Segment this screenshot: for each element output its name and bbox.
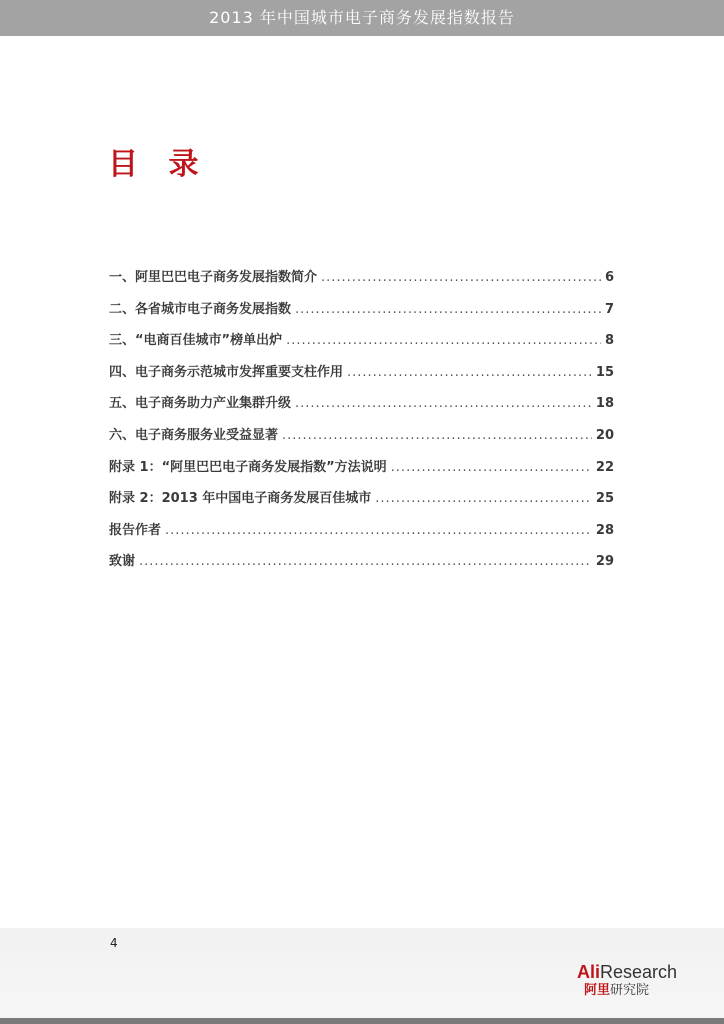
toc-entry-acknowledgements[interactable]	[109, 550, 614, 582]
toc-dot-leader	[165, 519, 592, 543]
toc-entry-title: 报告作者	[109, 522, 162, 538]
logo-ali-text: Ali	[577, 962, 601, 982]
toc-entry-4[interactable]	[109, 361, 614, 393]
logo-chinese-wordmark	[584, 982, 649, 1000]
logo-wordmark	[577, 962, 677, 982]
toc-dot-leader	[347, 361, 592, 385]
toc-entry-page: 20	[595, 427, 614, 443]
toc-entry-authors[interactable]	[109, 519, 614, 551]
toc-entry-title: 三、“电商百佳城市”榜单出炉	[109, 333, 283, 349]
toc-entry-2[interactable]	[109, 298, 614, 330]
toc-entry-page: 6	[604, 270, 614, 285]
page-number: 4	[110, 936, 118, 950]
toc-dot-leader	[321, 266, 601, 290]
toc-entry-title: 致谢	[109, 554, 136, 570]
toc-entry-5[interactable]	[109, 392, 614, 424]
toc-entry-appendix-1[interactable]	[109, 456, 614, 488]
toc-entry-page: 22	[595, 459, 614, 475]
logo-ali-chinese-text: 阿里	[584, 983, 611, 998]
toc-dot-leader	[391, 456, 592, 480]
footer-rule	[0, 1018, 724, 1024]
toc-dot-leader	[375, 487, 592, 511]
toc-entry-page: 8	[604, 333, 614, 349]
toc-dot-leader	[139, 550, 592, 574]
aliresearch-logo	[577, 962, 707, 1002]
logo-research-text: Research	[600, 962, 678, 982]
toc-entry-1[interactable]	[109, 266, 614, 298]
toc-dot-leader	[286, 329, 601, 353]
toc-entry-title: 附录 2：2013 年中国电子商务发展百佳城市	[109, 491, 372, 507]
toc-entry-3[interactable]	[109, 329, 614, 361]
toc-dot-leader	[282, 424, 592, 448]
document-header-title: 2013 年中国城市电子商务发展指数报告	[209, 8, 515, 27]
toc-entry-page: 15	[595, 364, 614, 380]
logo-institute-chinese-text: 研究院	[610, 983, 650, 998]
toc-entry-page: 29	[595, 554, 614, 570]
toc-entry-title: 四、电子商务示范城市发挥重要支柱作用	[109, 364, 344, 380]
toc-entry-6[interactable]	[109, 424, 614, 456]
toc-entry-title: 二、各省城市电子商务发展指数	[109, 301, 292, 317]
toc-entry-appendix-2[interactable]	[109, 487, 614, 519]
toc-entry-title: 附录 1：“阿里巴巴电子商务发展指数”方法说明	[109, 459, 387, 475]
toc-entry-title: 六、电子商务服务业受益显著	[109, 427, 279, 443]
toc-entry-page: 18	[595, 396, 614, 412]
toc-entry-title: 五、电子商务助力产业集群升级	[109, 396, 292, 412]
toc-dot-leader	[295, 392, 592, 416]
toc-dot-leader	[295, 298, 601, 322]
toc-entry-title: 一、阿里巴巴电子商务发展指数简介	[109, 270, 318, 285]
table-of-contents	[109, 266, 614, 582]
toc-entry-page: 28	[595, 522, 614, 538]
toc-entry-page: 25	[595, 491, 614, 507]
toc-entry-page: 7	[604, 301, 614, 317]
toc-heading: 目 录	[108, 147, 209, 182]
